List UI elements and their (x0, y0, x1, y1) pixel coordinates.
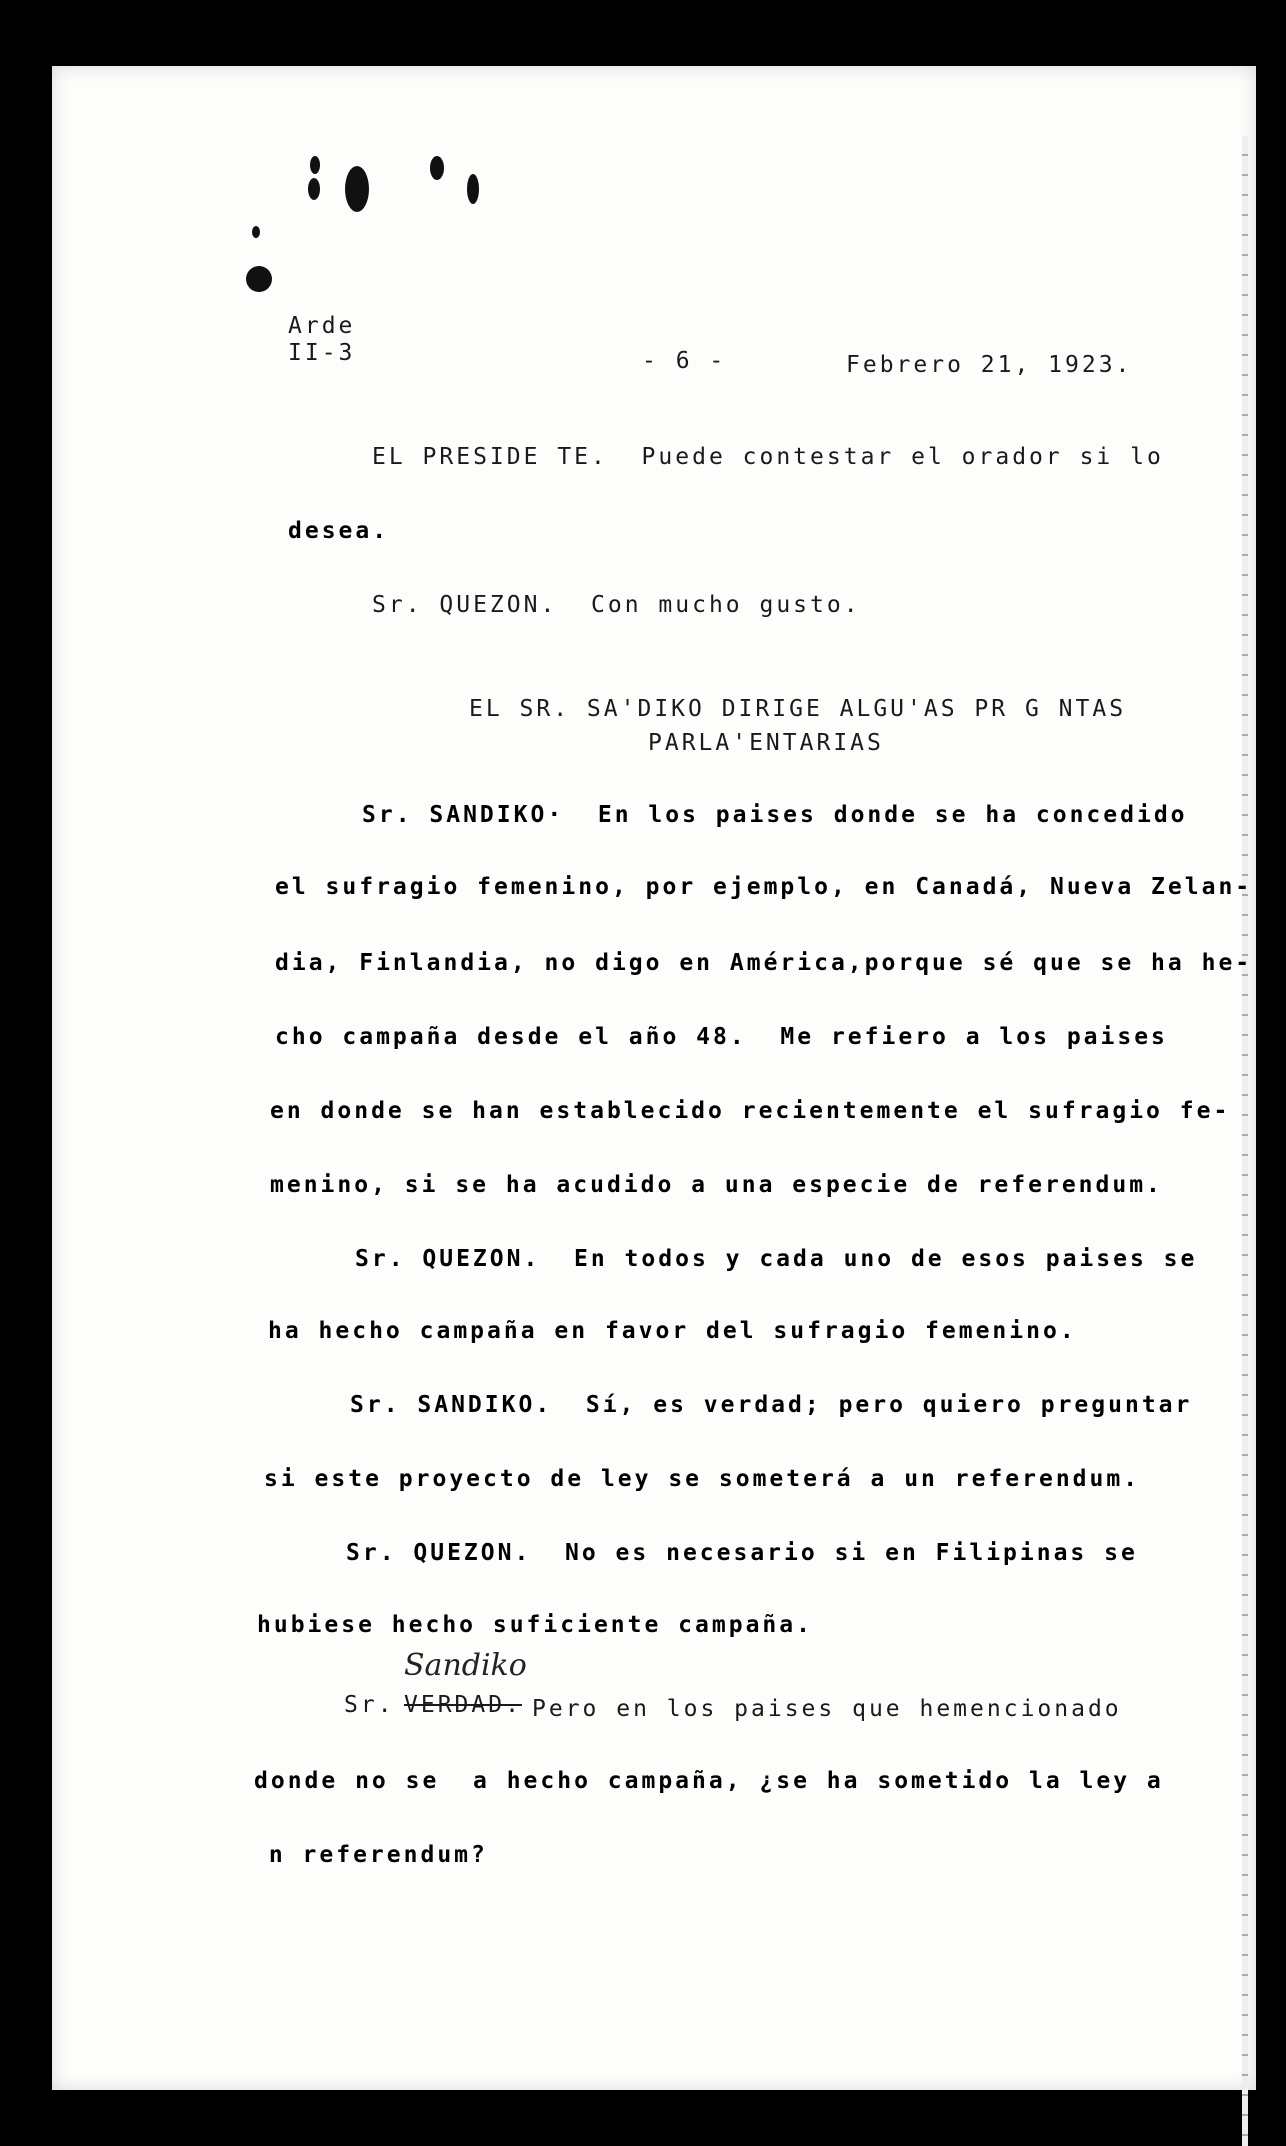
text-line: Sr. (344, 1692, 395, 1718)
page-edge (1242, 136, 1248, 2146)
text-line: menino, si se ha acudido a una especie de referendum. (270, 1172, 1163, 1198)
handwritten-correction: Sandiko (404, 1648, 527, 1683)
text-line: Sr. QUEZON. Con mucho gusto. (372, 592, 861, 618)
document-page (52, 66, 1256, 2090)
text-line: desea. (288, 518, 390, 544)
document-code-2: II-3 (288, 340, 356, 366)
text-line: donde no se a hecho campaña, ¿se ha sometido la ley a (254, 1768, 1164, 1794)
text-line: n referendum? (252, 1842, 488, 1868)
struck-word: VERDAD. (404, 1692, 522, 1718)
page-number: - 6 - (642, 348, 727, 374)
document-code-1: Arde (288, 313, 356, 339)
text-line: dia, Finlandia, no digo en América,porque sé que se ha he- (275, 950, 1253, 976)
text-line: ha hecho campaña en favor del sufragio femenino. (268, 1318, 1077, 1344)
text-line: Sr. QUEZON. No es necesario si en Filipinas se (346, 1540, 1138, 1566)
text-line: Pero en los paises que hemencionado (532, 1696, 1122, 1722)
text-line: cho campaña desde el año 48. Me refiero a los paises (275, 1024, 1168, 1050)
text-line: hubiese hecho suficiente campaña. (257, 1612, 813, 1638)
section-heading: EL SR. SA'DIKO DIRIGE ALGU'AS PR G NTAS (469, 696, 1127, 722)
text-line: Sr. QUEZON. En todos y cada uno de esos paises se (355, 1246, 1198, 1272)
text-line: si este proyecto de ley se someterá a un referendum. (264, 1466, 1141, 1492)
text-line: el sufragio femenino, por ejemplo, en Canadá, Nueva Zelan- (275, 874, 1253, 900)
document-date: Febrero 21, 1923. (846, 352, 1133, 378)
text-line: en donde se han establecido recientemente el sufragio fe- (270, 1098, 1231, 1124)
section-heading: PARLA'ENTARIAS (648, 730, 884, 756)
text-line: EL PRESIDE TE. Puede contestar el orador si lo (372, 444, 1164, 470)
text-line: Sr. SANDIKO. Sí, es verdad; pero quiero preguntar (350, 1392, 1193, 1418)
text-line: Sr. SANDIKO· En los paises donde se ha concedido (362, 802, 1188, 828)
